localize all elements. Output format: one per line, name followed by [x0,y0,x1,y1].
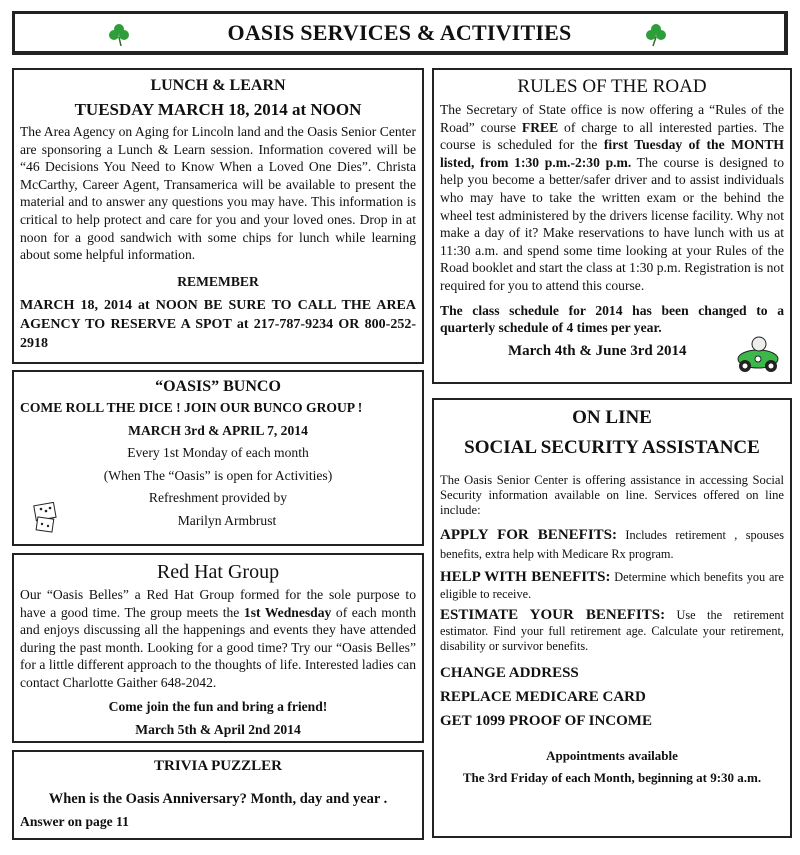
bunco-host: Marilyn Armbrust [177,512,277,528]
ss-service-help: HELP WITH BENEFITS: Determine which benefits you are eligible to receive. [440,569,784,601]
rules-title: RULES OF THE ROAD [517,76,707,97]
bunco-title: “OASIS” BUNCO [155,378,281,395]
page-header [12,11,788,55]
ss-title-line2: SOCIAL SECURITY ASSISTANCE [464,437,760,458]
bunco-section [12,370,424,546]
ss-appointments: Appointments available [546,747,678,763]
red-hat-dates: March 5th & April 2nd 2014 [135,722,301,738]
lunch-title: LUNCH & LEARN [150,77,286,94]
red-hat-body: Our “Oasis Belles” a Red Hat Group formed for the sole purpose to have a good time. The group meets the 1st Wednesday of each month and enjoys discussing all the happenings and events they have attended during the past month. Looking for a good time? Try our “Oasis Belles” for a little different approach to the thoughts of life. Interested ladies can contact Charlotte Gaither 648-2042. [20,587,416,690]
ss-title-line1: ON LINE [572,407,652,428]
rules-body: The Secretary of State office is now offering a “Rules of the Road” course FREE of charge to all interested parties. The course is scheduled for the first Tuesday of the MONTH listed, from 1:30 p.m.-2:30 p.m. The course is designed to help you become a better/safer driver and to assist individuals who may have to take the written exam or the behind the wheel test administered by the drivers license facility. Why not make a day of it? Make reservations to have lunch with us at 11:30 a.m. and spend some time looking at your Rules of the Road booklet and start the class at 1:30 p.m. Registration is not required for you to attend this course. [440,102,784,293]
bunco-refreshment: Refreshment provided by [148,490,288,506]
shamrock-icon [645,23,667,47]
ss-replace-card: REPLACE MEDICARE CARD [440,688,646,705]
bunco-tagline: COME ROLL THE DICE ! JOIN OUR BUNCO GROUP ! [20,400,363,415]
trivia-question: When is the Oasis Anniversary? Month, day and year . [48,791,388,807]
trivia-answer-note: Answer on page 11 [20,813,129,829]
remember-heading: REMEMBER [177,273,259,289]
ss-service-estimate: ESTIMATE YOUR BENEFITS: Use the retirement estimator. Find your full retirement age. Calculate your retirement, disability or survivor benefits. [440,607,784,653]
bunco-schedule: Every 1st Monday of each month [127,445,309,461]
ss-intro: The Oasis Senior Center is offering assistance in accessing Social Security information available on line. Services offered on line include: [440,473,784,517]
race-car-icon [736,332,780,374]
bunco-note: (When The “Oasis” is open for Activities) [103,467,333,483]
trivia-title: TRIVIA PUZZLER [154,758,282,774]
rules-of-road-section [432,68,792,384]
trivia-section [12,750,424,840]
bunco-dates: MARCH 3rd & APRIL 7, 2014 [128,422,308,438]
page-title: OASIS SERVICES & ACTIVITIES [227,20,572,45]
red-hat-title: Red Hat Group [156,561,280,583]
lunch-date: TUESDAY MARCH 18, 2014 at NOON [74,100,362,119]
ss-1099: GET 1099 PROOF OF INCOME [440,712,652,729]
red-hat-invite: Come join the fun and bring a friend! [108,698,328,714]
social-security-section [432,398,792,838]
rules-schedule-change: The class schedule for 2014 has been changed to a quarterly schedule of 4 times per year. [440,302,784,336]
ss-service-apply: APPLY FOR BENEFITS: Includes retirement , spouses benefits, extra help with Medicare Rx program. [440,527,784,561]
red-hat-section [12,553,424,743]
ss-change-address: CHANGE ADDRESS [440,664,579,681]
lunch-body: The Area Agency on Aging for Lincoln land and the Oasis Senior Center are sponsoring a Lunch & Learn session. Information covered will be “46 Decisions You Need to Know When a Loved One Dies”. Christa McCarthy, Career Agent, Transamerica will be available to present the material and to answer any questions you may have. This information is critical to help protect and care for you and your loved ones. Drop in at noon for a good sandwich with some chips for lunch while learning about some helpful information. [20,124,416,263]
reserve-notice: MARCH 18, 2014 at NOON BE SURE TO CALL THE AREA AGENCY TO RESERVE A SPOT at 217-787-9234 OR 800-252-2918 [20,298,416,352]
shamrock-icon [108,23,130,47]
lunch-learn-section [12,68,424,364]
rules-dates: March 4th & June 3rd 2014 [508,342,687,359]
ss-schedule: The 3rd Friday of each Month, beginning at 9:30 a.m. [462,770,762,786]
dice-icon [32,502,60,534]
